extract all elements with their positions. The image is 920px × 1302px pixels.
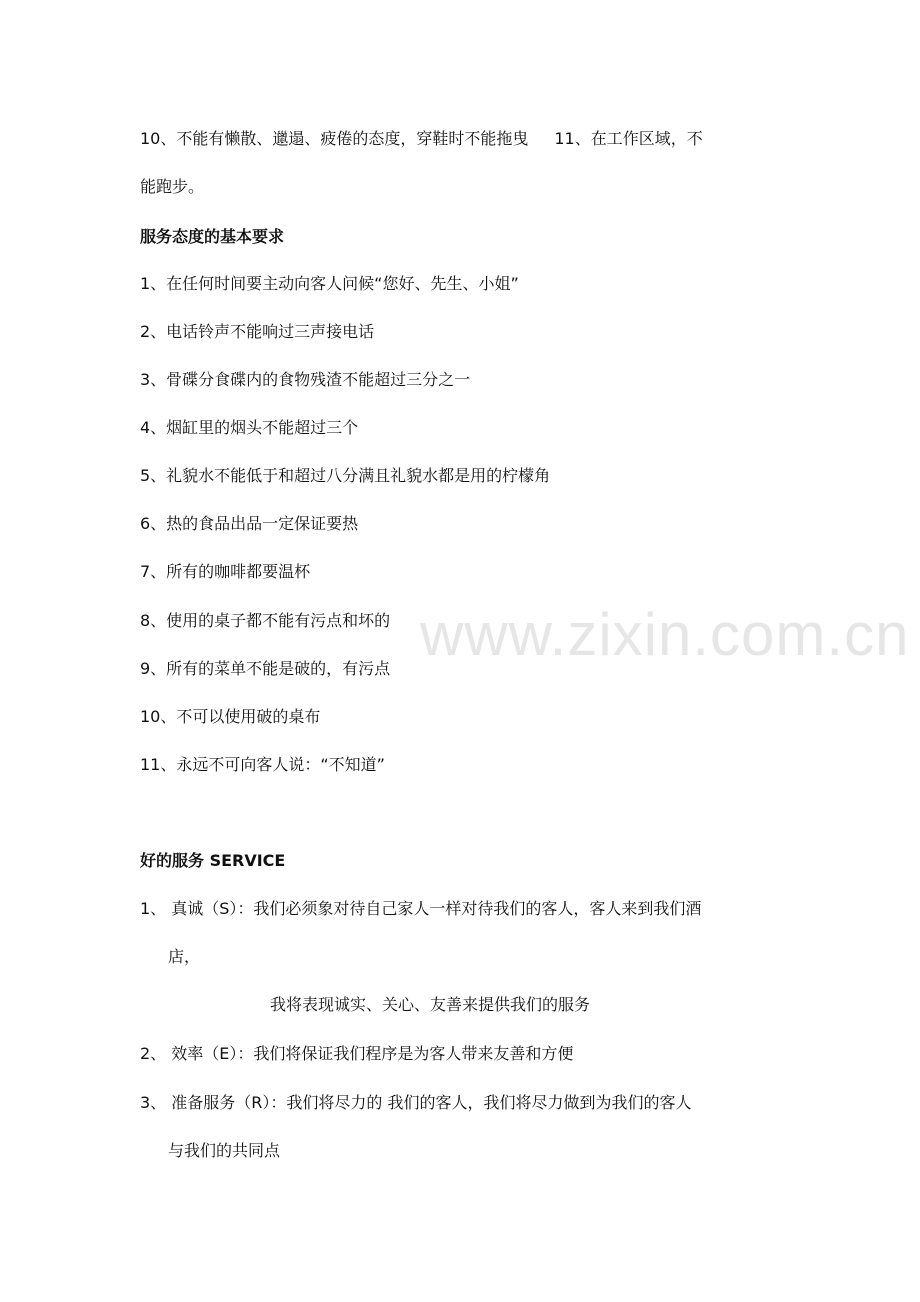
attitude-item: 5、礼貌水不能低于和超过八分满且礼貌水都是用的柠檬角 <box>140 466 551 485</box>
intro-line-1 <box>140 128 703 150</box>
service-heading: 好的服务 SERVICE <box>140 851 286 870</box>
intro-line-2: 能跑步。 <box>140 177 205 196</box>
service-readiness-line-1: 3、 准备服务（R）：我们将尽力的 我们的客人，我们将尽力做到为我们的客人 <box>140 1093 692 1112</box>
attitude-item: 7、所有的咖啡都要温杯 <box>140 562 311 581</box>
watermark: www.zixin.com.cn <box>420 601 910 668</box>
attitude-item: 10、不可以使用破的桌布 <box>140 707 321 726</box>
attitude-item: 1、在任何时间要主动向客人问候“您好、先生、小姐” <box>140 274 519 293</box>
attitude-item: 9、所有的菜单不能是破的，有污点 <box>140 659 391 678</box>
service-sincerity-line-2: 店， <box>168 947 201 966</box>
attitude-item: 6、热的食品出品一定保证要热 <box>140 514 359 533</box>
service-sincerity-line-3: 我将表现诚实、关心、友善来提供我们的服务 <box>270 995 591 1014</box>
attitude-item: 8、使用的桌子都不能有污点和坏的 <box>140 611 391 630</box>
attitude-heading: 服务态度的基本要求 <box>140 227 285 246</box>
service-readiness-line-2: 与我们的共同点 <box>168 1141 281 1160</box>
service-sincerity-line-1: 1、 真诚（S）：我们必须象对待自己家人一样对待我们的客人，客人来到我们酒 <box>140 899 702 918</box>
service-efficiency-line: 2、 效率（E）：我们将保证我们程序是为客人带来友善和方便 <box>140 1044 574 1063</box>
attitude-item: 2、电话铃声不能响过三声接电话 <box>140 322 375 341</box>
attitude-item: 11、永远不可向客人说：“不知道” <box>140 755 385 774</box>
attitude-item: 3、骨碟分食碟内的食物残渣不能超过三分之一 <box>140 370 471 389</box>
rule-11: 11、在工作区域，不 <box>554 129 703 148</box>
attitude-item: 4、烟缸里的烟头不能超过三个 <box>140 418 359 437</box>
rule-10: 10、不能有懒散、邋遢、疲倦的态度，穿鞋时不能拖曳 <box>140 129 529 148</box>
